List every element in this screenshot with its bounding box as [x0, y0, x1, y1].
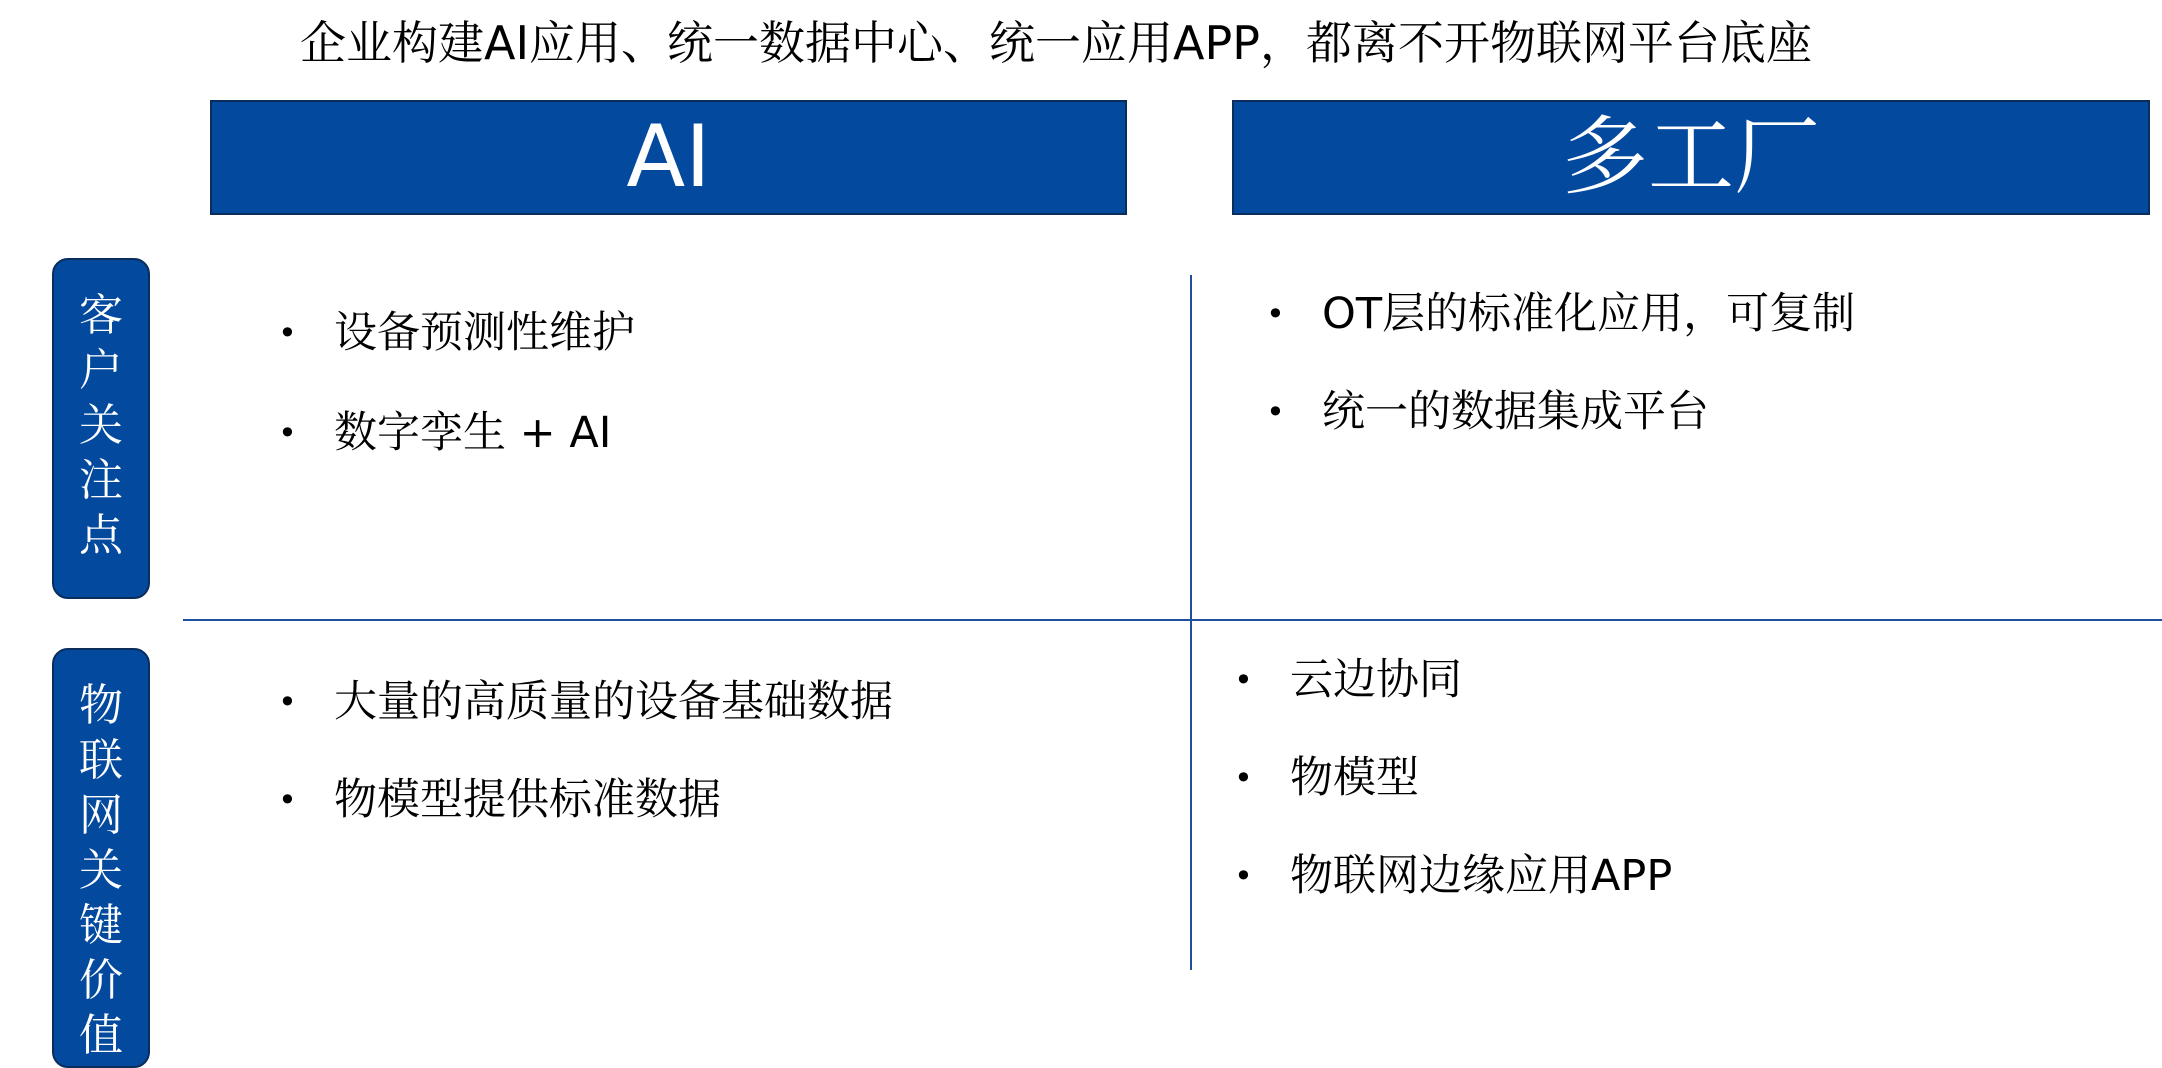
bullet-icon: •	[278, 314, 297, 352]
row-label-char: 客	[79, 290, 123, 341]
row-label-char: 值	[79, 1010, 123, 1061]
bullet-icon: •	[1266, 295, 1285, 333]
bullet-icon: •	[1234, 857, 1253, 895]
row-label-iot-key-value	[52, 648, 150, 1068]
bullet-icon: •	[278, 414, 297, 452]
bullet-icon: •	[278, 683, 297, 721]
horizontal-divider	[183, 619, 2162, 621]
row-label-char: 联	[79, 735, 123, 786]
list-item-text: 物模型提供标准数据	[334, 775, 721, 825]
bullet-icon: •	[1266, 393, 1285, 431]
bullet-icon: •	[1234, 661, 1253, 699]
column-header-multi-factory: 多工厂	[1232, 100, 2150, 215]
list-item-text: 云边协同	[1290, 655, 1462, 705]
list-item-text: 统一的数据集成平台	[1322, 387, 1709, 437]
row-label-char: 价	[79, 955, 123, 1006]
page-title	[0, 8, 2162, 78]
page-title-text: 企业构建AI应用、统一数据中心、统一应用APP，都离不开物联网平台底座	[300, 16, 1812, 70]
row-label-char: 网	[79, 790, 123, 841]
row-label-char: 注	[79, 455, 123, 506]
list-item-text: OT层的标准化应用，可复制	[1322, 289, 1856, 339]
row-label-char: 键	[79, 900, 123, 951]
row-label-customer-focus	[52, 258, 150, 599]
bullet-icon: •	[1234, 759, 1253, 797]
row-label-char: 物	[79, 680, 123, 731]
list-item-text: 数字孪生 + AI	[334, 408, 612, 458]
list-item-text: 物模型	[1290, 753, 1419, 803]
bullet-icon: •	[278, 781, 297, 819]
row-label-char: 关	[79, 400, 123, 451]
vertical-divider	[1190, 275, 1192, 970]
list-item-text: 设备预测性维护	[334, 308, 635, 358]
row-label-char: 点	[79, 510, 123, 561]
list-item-text: 物联网边缘应用APP	[1290, 851, 1673, 901]
row-label-char: 关	[79, 845, 123, 896]
row-label-char: 户	[79, 345, 123, 396]
column-header-ai: AI	[210, 100, 1127, 215]
list-item-text: 大量的高质量的设备基础数据	[334, 677, 893, 727]
